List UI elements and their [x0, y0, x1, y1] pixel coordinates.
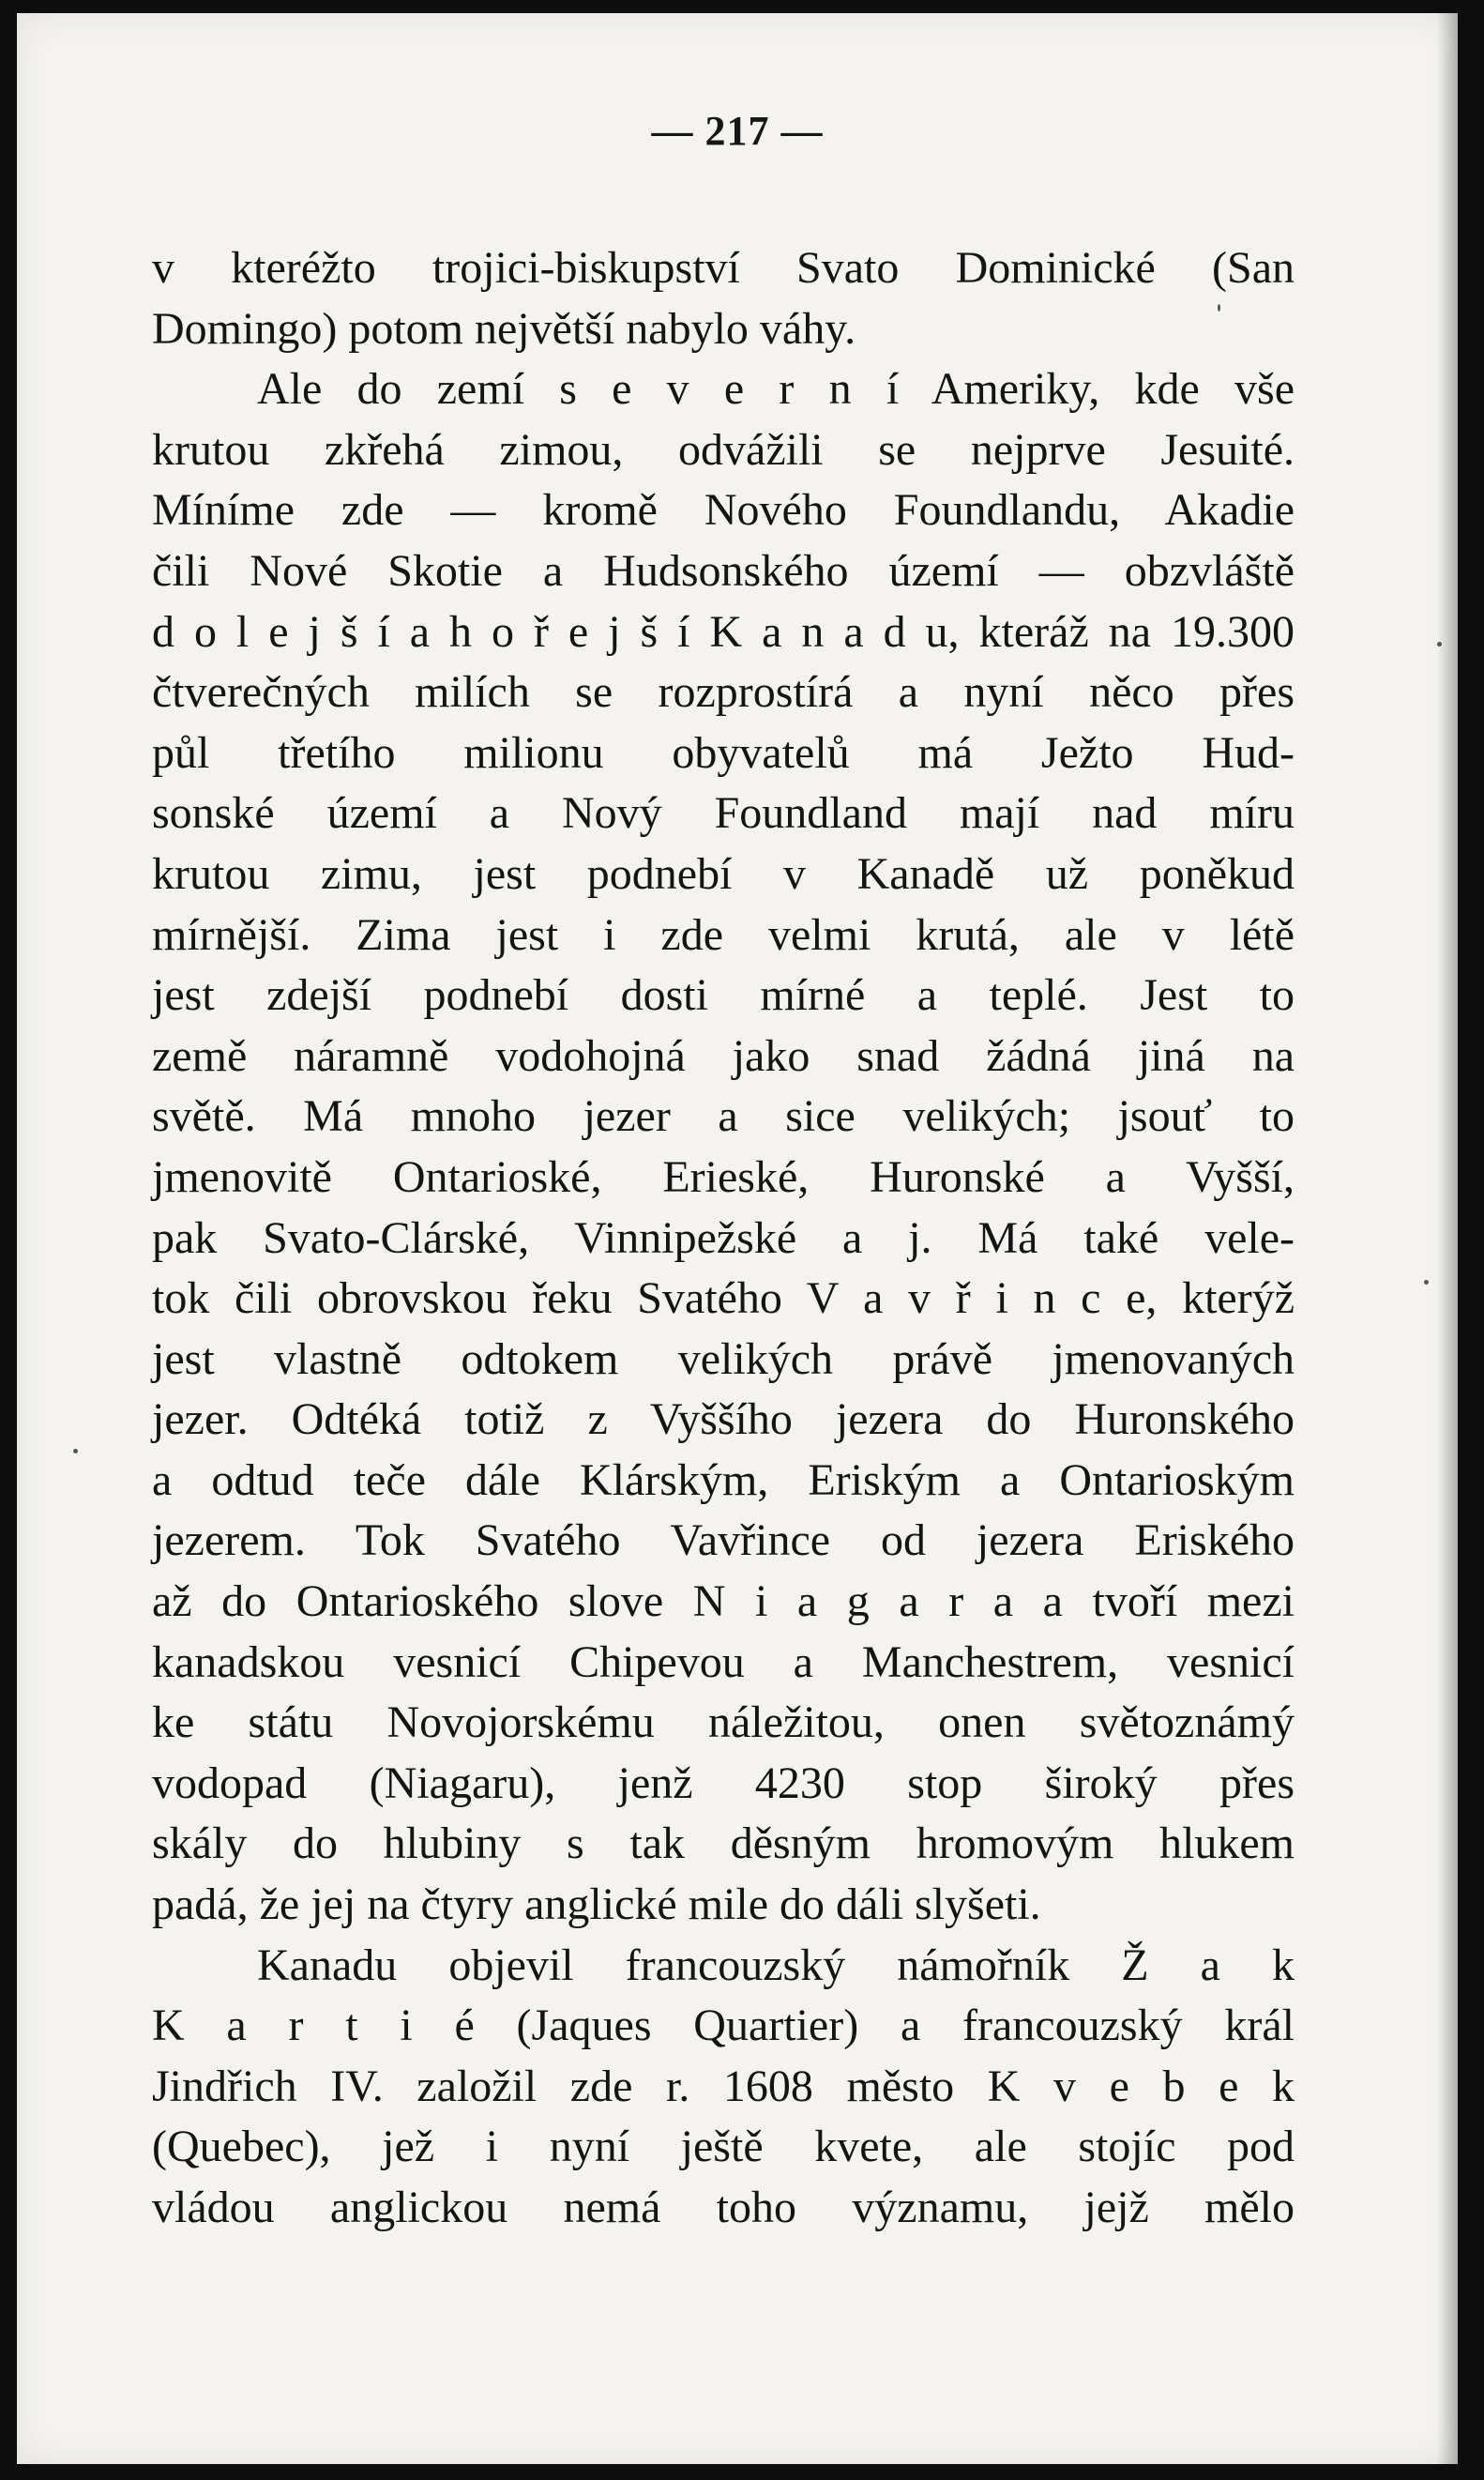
text-line: země náramně vodohojná jako snad žádná jiná na	[152, 1030, 1295, 1081]
text-line: vodopad (Niagaru), jenž 4230 stop široký přes	[152, 1757, 1295, 1808]
scan-speck	[1218, 304, 1220, 312]
text-line: jest zdejší podnebí dosti mírné a teplé. Jest to	[152, 970, 1295, 1021]
text-line: (Quebec), jež i nyní ještě kvete, ale stojíc pod	[152, 2122, 1295, 2172]
text-line: Jindřich IV. založil zde r. 1608 město K v e b e k	[152, 2061, 1295, 2111]
text-line: padá, že jej na čtyry anglické mile do dáli slyšeti.	[152, 1879, 1041, 1930]
text-line: v kteréžto trojici-biskupství Svato Dominické (San	[152, 243, 1295, 293]
text-line: jezerem. Tok Svatého Vavřince od jezera Eriského	[152, 1515, 1295, 1566]
text-line: půl třetího milionu obyvatelů má Ježto Hud-	[152, 727, 1295, 778]
text-line: a odtud teče dále Klárským, Eriským a Ontarioským	[152, 1454, 1295, 1505]
text-line: Ale do zemí s e v e r n í Ameriky, kde vše	[257, 364, 1295, 415]
text-line: K a r t i é (Jaques Quartier) a francouzský král	[152, 2001, 1295, 2051]
text-line: kanadskou vesnicí Chipevou a Manchestrem, vesnicí	[152, 1636, 1295, 1687]
text-line: jezer. Odtéká totiž z Vyššího jezera do Huronského	[152, 1394, 1295, 1445]
text-line: Domingo) potom největší nabylo váhy.	[152, 303, 856, 354]
text-line: skály do hlubiny s tak děsným hromovým hlukem	[152, 1818, 1295, 1869]
text-line: jmenovitě Ontarioské, Erieské, Huronské a Vyšší,	[152, 1151, 1295, 1202]
text-line: krutou zkřehá zimou, odvážili se nejprve Jesuité.	[152, 424, 1295, 475]
text-line: mírnější. Zima jest i zde velmi krutá, ale v létě	[152, 909, 1295, 960]
text-line: vládou anglickou nemá toho významu, jejž mělo	[152, 2183, 1295, 2232]
text-line: sonské území a Nový Foundland mají nad míru	[152, 788, 1295, 839]
text-line: pak Svato-Clárské, Vinnipežské a j. Má také vele-	[152, 1212, 1295, 1263]
text-line: Míníme zde — kromě Nového Foundlandu, Akadie	[152, 485, 1295, 536]
text-line: ke státu Novojorskému náležitou, onen světoznámý	[152, 1697, 1295, 1748]
text-line: Kanadu objevil francouzský námořník Ž a k	[257, 1940, 1295, 1990]
body-text	[152, 238, 1295, 2239]
text-line: jest vlastně odtokem velikých právě jmenovaných	[152, 1333, 1295, 1384]
page-number: — 217 —	[651, 108, 824, 154]
scan-speck	[1424, 1280, 1429, 1285]
text-line: světě. Má mnoho jezer a sice velikých; jsouť to	[152, 1091, 1295, 1142]
text-line: čtverečných milích se rozprostírá a nyní něco přes	[152, 667, 1295, 718]
text-line: tok čili obrovskou řeku Svatého V a v ř i n c e, kterýž	[152, 1273, 1295, 1324]
text-line: čili Nové Skotie a Hudsonského území — obzvláště	[152, 545, 1295, 596]
text-line: až do Ontarioského slove N i a g a r a a tvoří mezi	[152, 1576, 1295, 1627]
scan-speck	[1437, 642, 1442, 647]
scan-speck	[73, 1449, 78, 1453]
text-line: krutou zimu, jest podnebí v Kanadě už poněkud	[152, 848, 1295, 899]
text-line: d o l e j š í a h o ř e j š í K a n a d u, kteráž na 19.300	[152, 606, 1295, 657]
book-page	[17, 13, 1458, 2464]
